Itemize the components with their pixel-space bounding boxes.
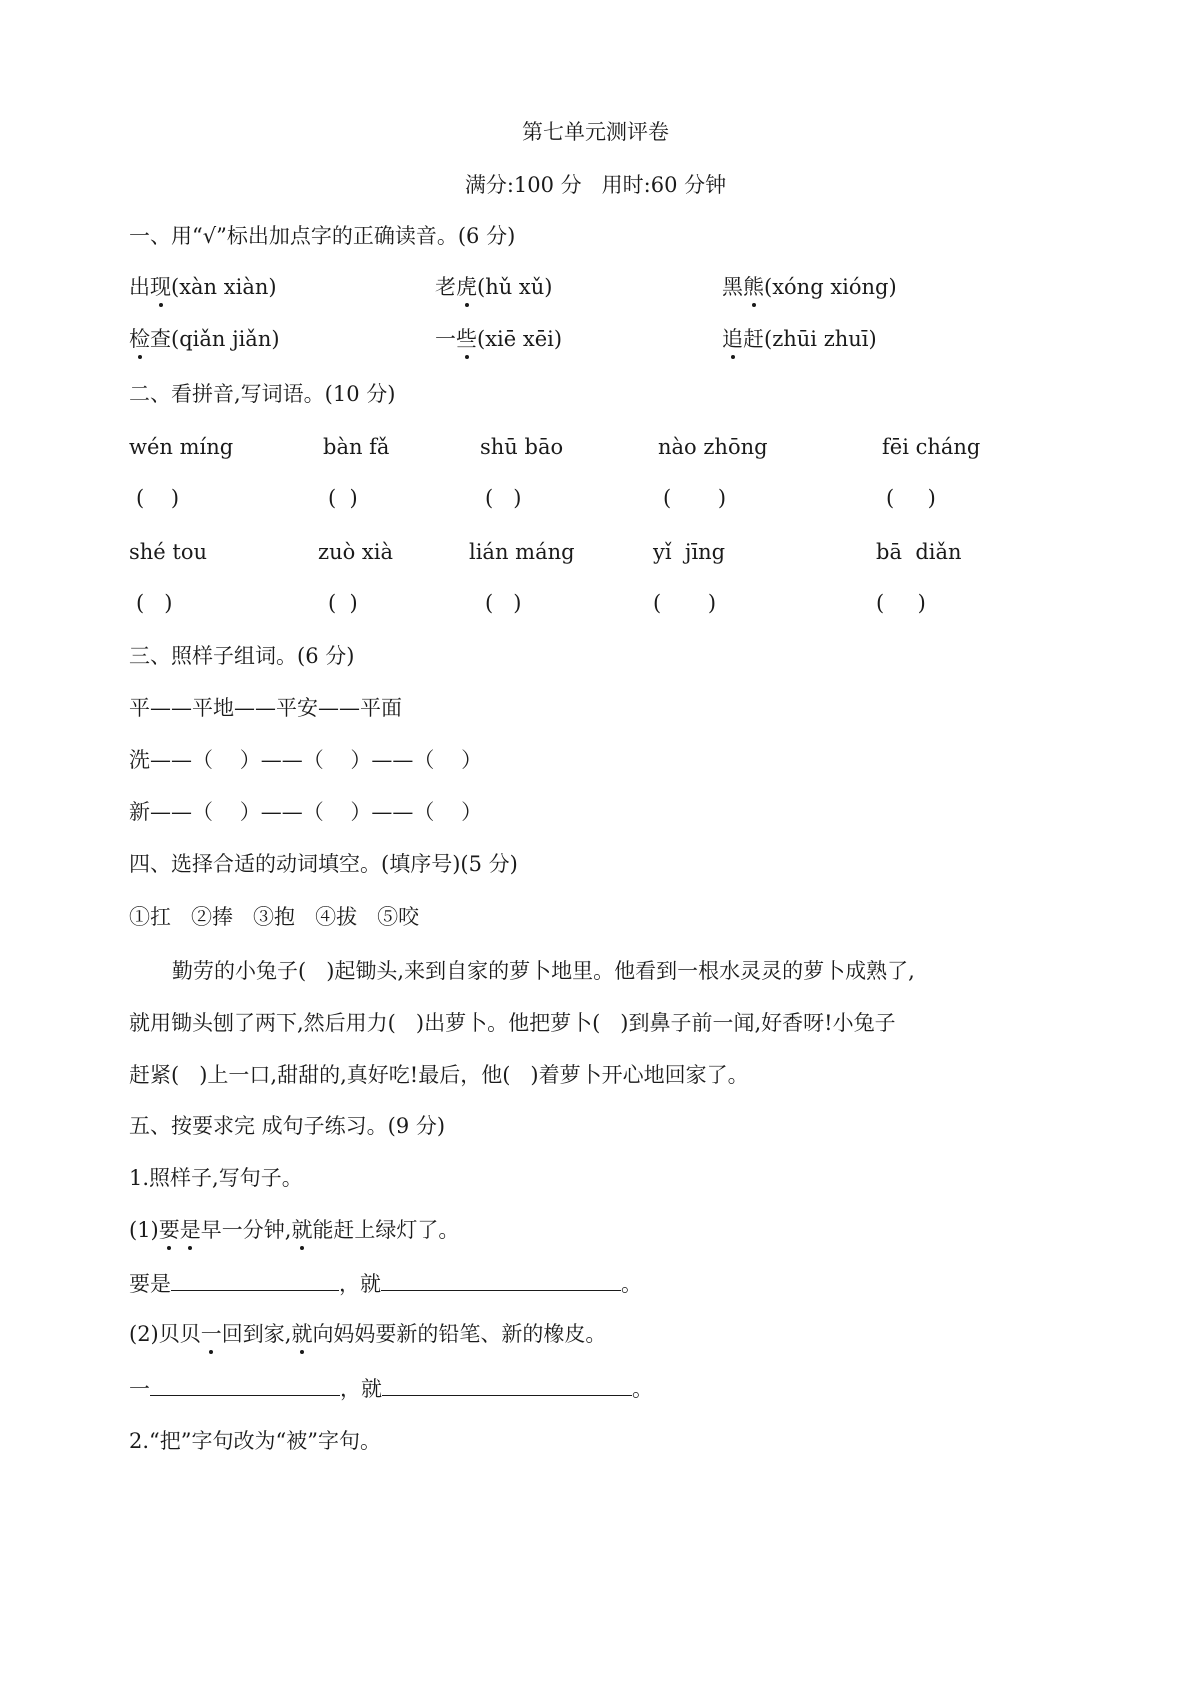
dotted-char: 就 (291, 1319, 312, 1349)
char: 一 (435, 327, 456, 351)
pinyin-choice-item (722, 324, 877, 354)
dotted-char: 就 (291, 1215, 312, 1245)
paragraph-line[interactable]: 就用锄头刨了两下,然后用力( )出萝卜。他把萝卜( )到鼻子前一闻,好香呀!小兔子 (129, 1011, 896, 1035)
text: 能赶上绿灯了。 (312, 1218, 460, 1242)
section5-heading: 五、按要求完 成句子练习。(9 分) (129, 1114, 446, 1138)
pinyin-options: 查(qiǎn jiǎn) (150, 327, 280, 351)
example-sentence-2 (129, 1319, 606, 1349)
answer-blank[interactable]: ( ) (876, 591, 926, 615)
text: (2)贝贝 (129, 1322, 201, 1346)
answer-line[interactable] (382, 1373, 632, 1396)
text: 。 (621, 1272, 642, 1296)
pinyin-options: (xàn xiàn) (171, 275, 277, 299)
answer-blank[interactable]: ( ) (136, 591, 173, 615)
text: 向妈妈要新的铅笔、新的橡皮。 (312, 1322, 607, 1346)
answer-blank[interactable]: ( ) (328, 486, 358, 510)
answer-line[interactable] (381, 1268, 621, 1291)
pinyin-word: yǐ jīng (653, 540, 726, 564)
answer-blank[interactable]: ( ) (485, 486, 522, 510)
section3-heading: 三、照样子组词。(6 分) (129, 644, 355, 668)
paragraph-line[interactable]: 勤劳的小兔子( )起锄头,来到自家的萝卜地里。他看到一根水灵灵的萝卜成熟了, (172, 959, 915, 983)
word-example: 平——平地——平安——平面 (129, 696, 402, 720)
sub-question-2: 2.“把”字句改为“被”字句。 (129, 1429, 381, 1453)
text: 要是 (129, 1272, 171, 1296)
pinyin-choice-item (435, 272, 552, 302)
answer-blank[interactable]: ( ) (653, 591, 717, 615)
answer-blank[interactable]: ( ) (886, 486, 936, 510)
char: 老 (435, 275, 456, 299)
pinyin-choice-item (129, 324, 280, 354)
char: 出 (129, 275, 150, 299)
pinyin-options: 赶(zhūi zhuī) (743, 327, 877, 351)
dotted-char: 些 (456, 324, 477, 354)
text: 回到家, (221, 1322, 292, 1346)
dotted-char: 要 (159, 1215, 180, 1245)
pinyin-choice-item (435, 324, 562, 354)
text: 。 (632, 1377, 653, 1401)
text: 一 (129, 1377, 150, 1401)
answer-blank[interactable]: ( ) (328, 591, 358, 615)
pinyin-word: nào zhōng (658, 435, 768, 459)
pinyin-word: lián máng (469, 540, 575, 564)
pinyin-word: fēi cháng (882, 435, 981, 459)
example-sentence-1 (129, 1215, 459, 1245)
pinyin-word: shé tou (129, 540, 208, 564)
pinyin-options: (xóng xióng) (764, 275, 897, 299)
pinyin-word: bā diǎn (876, 540, 962, 564)
section2-heading: 二、看拼音,写词语。(10 分) (129, 382, 396, 406)
section1-heading: 一、用“√”标出加点字的正确读音。(6 分) (129, 224, 516, 248)
verb-options: ①扛 ②捧 ③抱 ④拔 ⑤咬 (129, 905, 420, 929)
dotted-char: 现 (150, 272, 171, 302)
answer-blank[interactable]: ( ) (136, 486, 180, 510)
word-fill-line[interactable]: 新——（ ）——（ ）——（ ） (129, 800, 483, 824)
pinyin-options: (xiē xēi) (477, 327, 563, 351)
page-title: 第七单元测评卷 (522, 120, 669, 144)
pinyin-word: bàn fǎ (323, 435, 390, 459)
dotted-char: 追 (722, 324, 743, 354)
fill-sentence-1 (129, 1268, 642, 1299)
answer-blank[interactable]: ( ) (485, 591, 522, 615)
pinyin-word: wén míng (129, 435, 234, 459)
answer-line[interactable] (150, 1373, 340, 1396)
section4-heading: 四、选择合适的动词填空。(填序号)(5 分) (129, 852, 518, 876)
sub-question-1: 1.照样子,写句子。 (129, 1166, 303, 1190)
dotted-char: 一 (201, 1319, 222, 1349)
text: ，就 (339, 1272, 381, 1296)
dotted-char: 虎 (456, 272, 477, 302)
label: (1) (129, 1218, 159, 1242)
char: 黑 (722, 275, 743, 299)
fill-sentence-2 (129, 1373, 653, 1404)
pinyin-options: (hǔ xǔ) (477, 275, 553, 299)
text: 早一分钟, (200, 1218, 292, 1242)
pinyin-choice-item (722, 272, 897, 302)
answer-blank[interactable]: ( ) (663, 486, 727, 510)
text: ，就 (340, 1377, 382, 1401)
pinyin-word: zuò xià (318, 540, 393, 564)
word-fill-line[interactable]: 洗——（ ）——（ ）——（ ） (129, 748, 483, 772)
pinyin-word: shū bāo (480, 435, 564, 459)
answer-line[interactable] (171, 1268, 339, 1291)
dotted-char: 是 (180, 1215, 201, 1245)
dotted-char: 检 (129, 324, 150, 354)
paragraph-line[interactable]: 赶紧( )上一口,甜甜的,真好吃!最后，他( )着萝卜开心地回家了。 (129, 1063, 749, 1087)
pinyin-choice-item (129, 272, 277, 302)
page-subtitle: 满分:100 分 用时:60 分钟 (464, 173, 727, 197)
dotted-char: 熊 (743, 272, 764, 302)
